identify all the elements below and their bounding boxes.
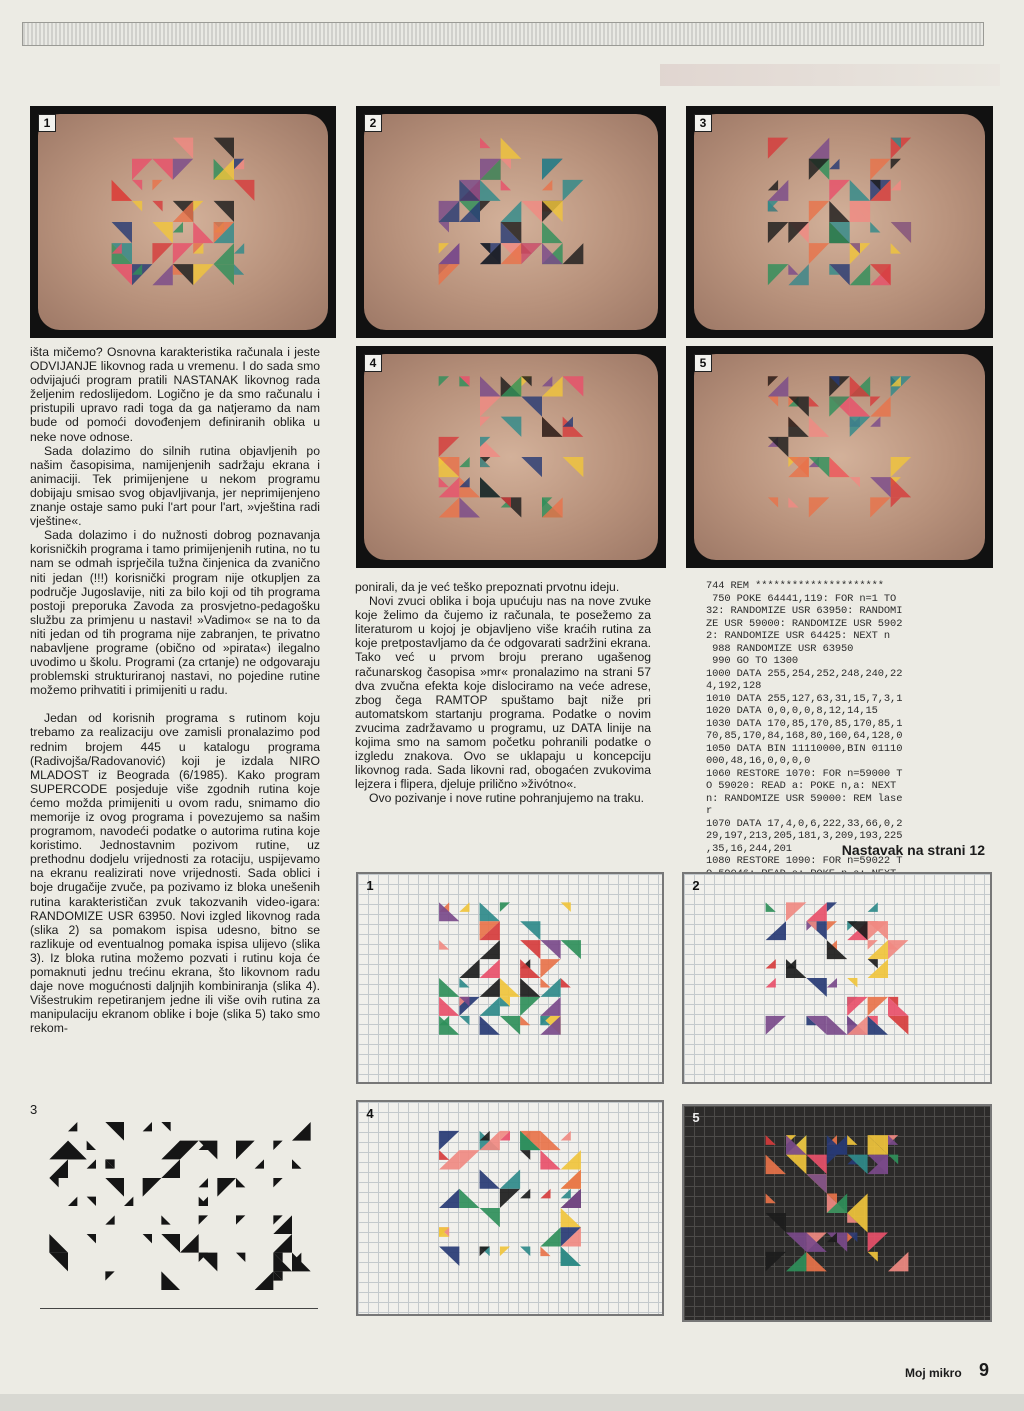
paragraph: Jedan od korisnih programa s rutinom koju trebamo za realizaciju ove zamisli pronalazimo pod rednim brojem 445 u katalogu programa (Radivojša/Radovanović) koji je izdala NIRO MLADOST iz Beograda (6/1985). Kako program SUPERCODE posjeduje više zgodnih rutina koje ćemo možda primijeniti u ovom radu, snimamo dio memorije iz ovog programa i povezujemo sa našim programom, navodeći podatke o autorima rutina koje koristimo. Jednostavnim pozivom rutine, uz prethodnu dodjelu vrijednosti za rotaciju, uspijevamo na ekranu realizirati nove vrijednosti. Sada oblici i boje drugačije zvuče, pa pozivamo iz bloka unešenih rutina karakterističan zvuk takozvanih video-igara: RANDOMIZE USR 63950. Novi izgled likovnog rada (slika 2) sa pomakom ispisa udesno, bitno se razlikuje od eventualnog pomaka ispisa ulijevo (slika 3). Iz bloka rutina možemo pozvati i rutinu koja će pomaknuti jednu trećinu ekrana, što likovnom radu daje nove mogućnosti daljnjih kombiniranja (slika 4). Višestrukim repetiranjem jedne ili više ovih rutina za manipulaciju ekranom oblike i boje (slika 5) tako smo rekom- xyxy=(30,711,320,1036)
figure-number: 1 xyxy=(366,878,374,893)
screen-photo-5 xyxy=(686,346,993,568)
paragraph: ponirali, da je već teško prepoznati prvotnu ideju. xyxy=(355,580,620,594)
grid-artwork xyxy=(358,1102,662,1314)
figure-number: 5 xyxy=(692,1110,700,1125)
screen-photo-2 xyxy=(356,106,666,338)
middle-text-column xyxy=(355,580,651,806)
paragraph: išta mičemo? Osnovna karakteristika računala i jeste ODVIJANJE likovnog rada u vremenu. I do sada smo odvijajući program pratili NASTANAK likovnog rada željenim redoslijedom. Logično je da smo računalu i pristupili upravo radi toga da ga natjeramo da nam bude od pomoći dovođenjem definiranih oblika u neke nove odnose. xyxy=(30,345,320,444)
screen-photo-1 xyxy=(30,106,336,338)
figure-number: 1 xyxy=(38,114,56,132)
screen-artwork xyxy=(30,106,336,338)
continuation-note: Nastavak na strani 12 xyxy=(841,842,985,858)
figure-number: 2 xyxy=(364,114,382,132)
grid-printout-1 xyxy=(356,872,664,1084)
top-scan-bar xyxy=(22,22,984,46)
figure-3-label: 3 xyxy=(30,1102,38,1117)
magazine-name: Moj mikro xyxy=(905,1366,962,1380)
paragraph: Sada dolazimo i do nužnosti dobrog poznavanja korisničkih programa i tamo primijenjenih rutina, no tu nam se odmah isprječila tužna činjenica da zvanično niti jedan (!!!) korisnički program nije otkupljen za područje Jugoslavije, niti za bilo koji od tih programa postoji preporuka Zavoda za prosvjetno-pedagošku službu za primjenu u nastavi! »Vadimo« se na to da niti jedan od tih programa nije zabranjen, te privatno nabavljene programe (obično od »pirata«) ilegalno uvodimo u školu. Programi (za crtanje) ne odgovaraju problemski strukturiranoj nastavi, no pojedine rutine možemo prihvatiti i primijeniti u radu. xyxy=(30,528,320,698)
bottom-rule xyxy=(40,1308,318,1309)
grid-printout-2 xyxy=(682,872,992,1084)
figure-number: 4 xyxy=(366,1106,374,1121)
screen-photo-4 xyxy=(356,346,666,568)
grid-artwork xyxy=(684,1106,990,1320)
grid-printout-4 xyxy=(356,1100,664,1316)
screen-artwork xyxy=(686,346,993,568)
figure-number: 5 xyxy=(694,354,712,372)
figure-number: 3 xyxy=(694,114,712,132)
grid-artwork xyxy=(358,874,662,1082)
screen-artwork xyxy=(356,346,666,568)
paragraph: Novi zvuci oblika i boja upućuju nas na nove zvuke koje želimo da čujemo iz računala, te posežemo za literaturom u kojoj je objavljeno više kraćih rutina za koje pretpostavljamo da će odgovarati sadržini ekrana. Tako već u prvom broju prerano ugašenog računarskog časopisa »mr« pronalazimo na strani 57 dva zvučna efekta koje dislociramo na veće adrese, zbog čega RAMTOP spuštamo bajt niže pri automatskom startanju programa. Podatke o novim zvucima zadržavamo u programu, uz DATA linije na kojima smo na samom početku pohranili podatke o izgledu znakova. Ovo se uklapaju u koncepciju likovnog rada. Sada likovni rad, obogaćen zvukovima lejzera i flipera, djeluje prilično »živótno«. xyxy=(355,594,651,792)
bottom-scan-edge xyxy=(0,1394,1024,1411)
figure-number: 4 xyxy=(364,354,382,372)
paragraph: Ovo pozivanje i nove rutine pohranjujemo na traku. xyxy=(369,791,645,806)
grid-printout-5 xyxy=(682,1104,992,1322)
paragraph: Sada dolazimo do silnih rutina objavljenih po našim časopisima, namijenjenih sadržaju ekrana i animaciji. Tek primijenjene u nekom programu dobijaju smisao svog objavljivanja, jer neprimijenjeno znanje ostaje samo puki l'art pour l'art, »vještina radi vještine«. xyxy=(30,443,320,529)
faded-header-band xyxy=(660,64,1000,86)
triangle-drawing xyxy=(40,1110,320,1302)
grid-artwork xyxy=(684,874,990,1082)
screen-photo-3 xyxy=(686,106,993,338)
screen-artwork xyxy=(356,106,666,338)
left-text-column xyxy=(30,345,320,1036)
page-number: 9 xyxy=(979,1360,990,1380)
basic-code-listing: 744 REM ********************* 750 POKE 64441,119: FOR n=1 TO 32: RANDOMIZE USR 63950: RANDOMI ZE USR 59000: RANDOMIZE USR 5902 2: RANDOMIZE USR 64425: NEXT n 988 RANDOMIZE USR 63950 990 GO TO 1300 1000 DATA 255,254,252,248,240,22 4,192,128 1010 DATA 255,127,63,31,15,7,3,1 1020 DATA 0,0,0,0,8,12,14,15 1030 DATA 170,85,170,85,170,85,1 70,85,170,84,168,80,160,64,128,0 1050 DATA BIN 11110000,BIN 01110 000,48,16,0,0,0,0 1060 RESTORE 1070: FOR n=59000 T O 59020: READ a: POKE n,a: NEXT n: RANDOMIZE USR 59000: REM lase r 1070 DATA 17,4,0,6,222,33,66,0,2 29,197,213,205,181,3,209,193,225 ,35,16,244,201 1080 RESTORE 1090: FOR n=59022 T xyxy=(706,580,903,867)
figure-number: 2 xyxy=(692,878,700,893)
screen-artwork xyxy=(686,106,993,338)
